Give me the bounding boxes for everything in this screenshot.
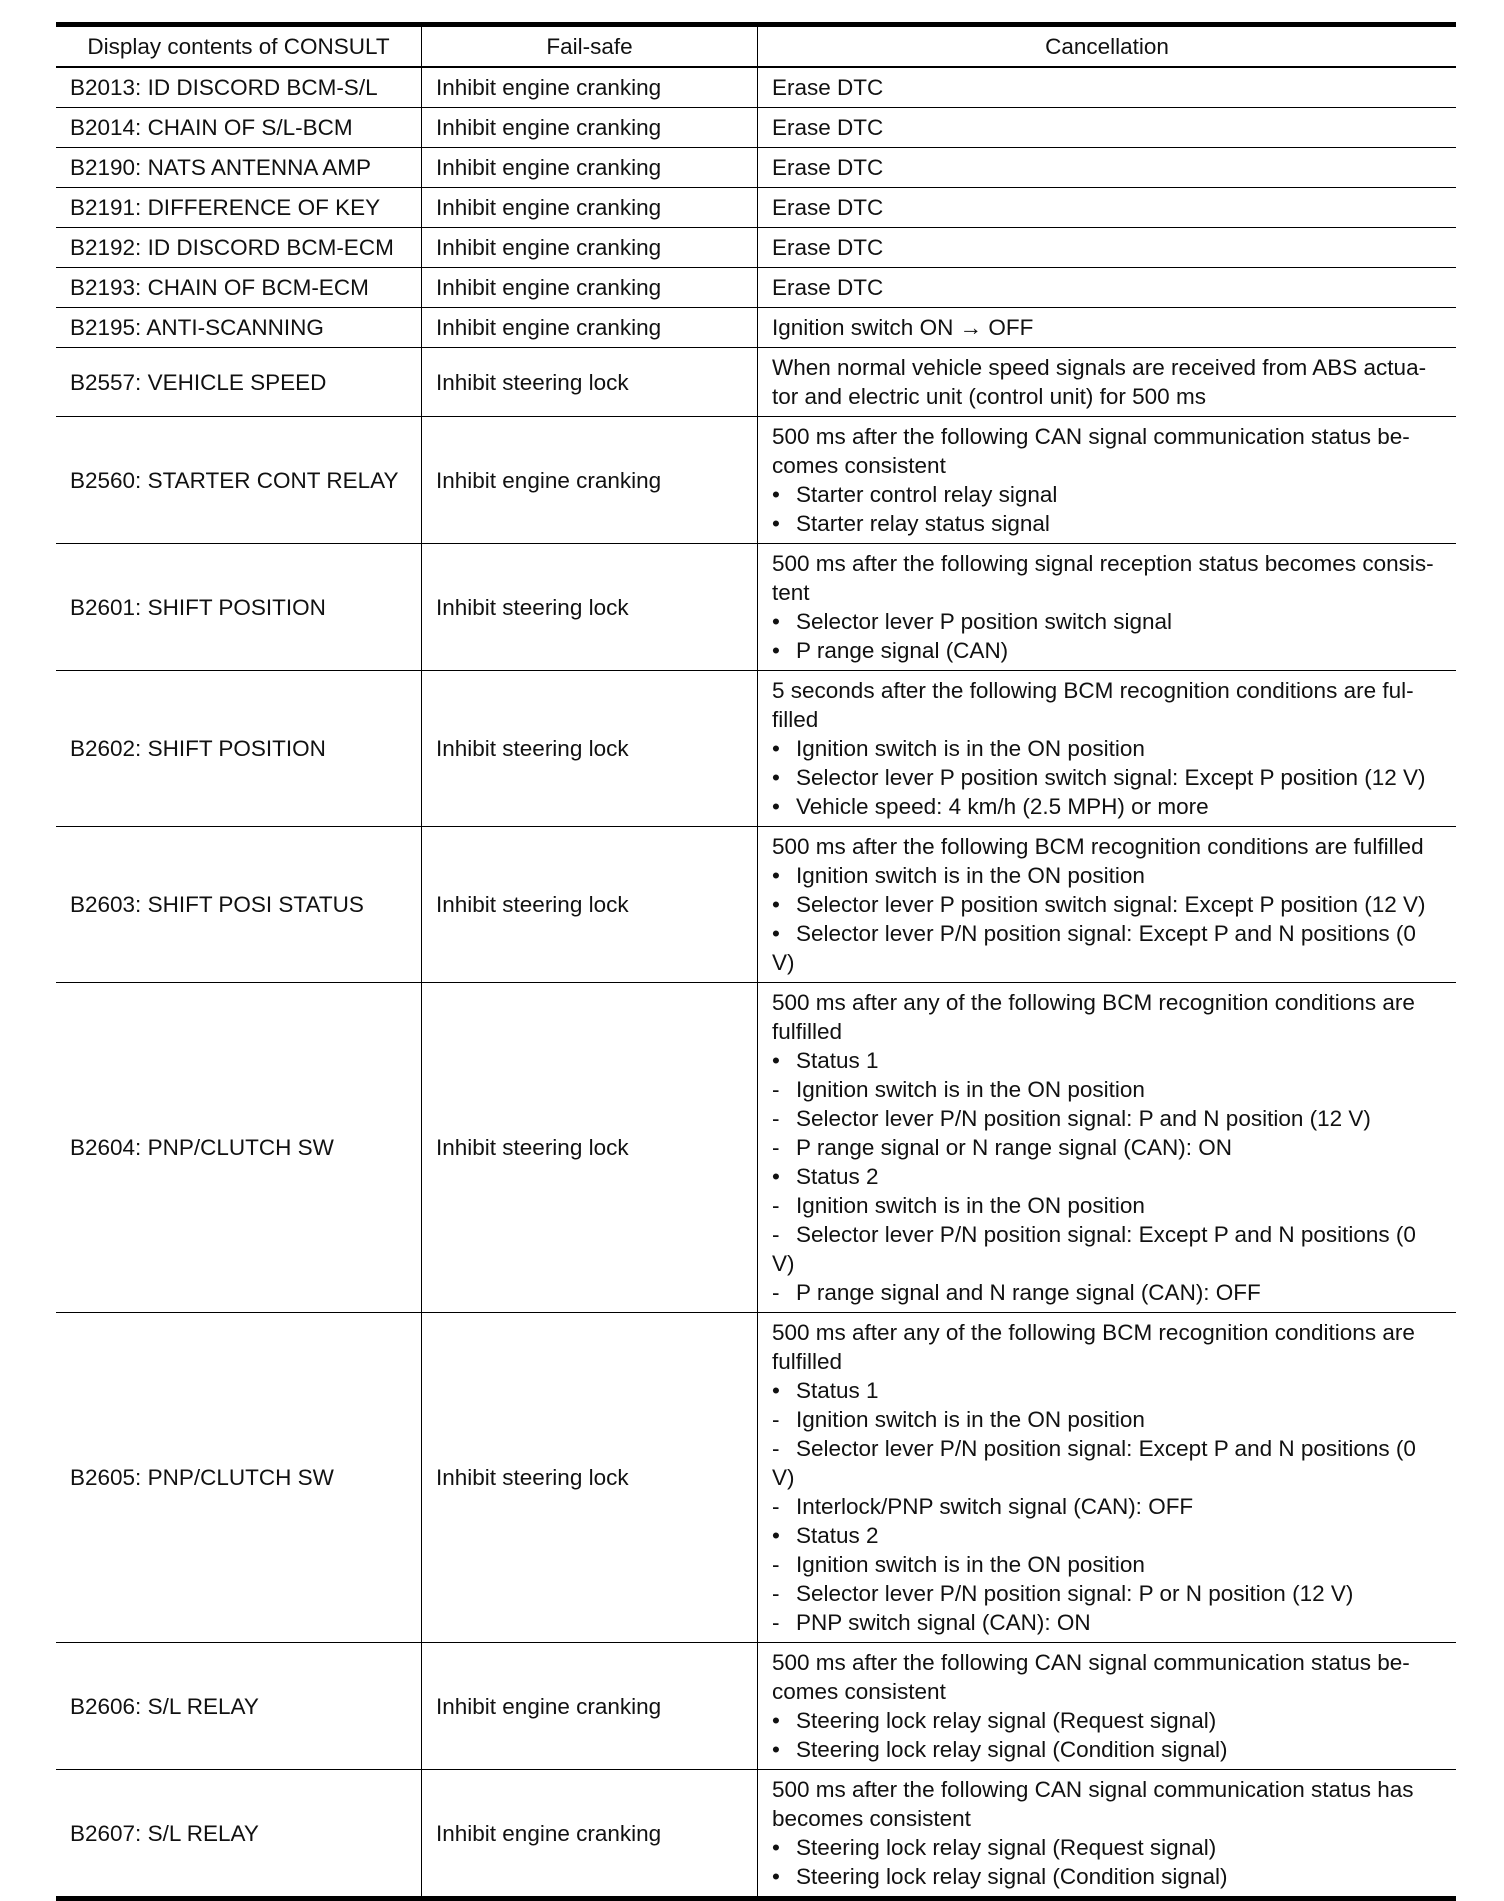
condition-line-text: 500 ms after any of the following BCM recognition conditions are: [772, 1320, 1415, 1345]
condition-line-text: Selector lever P position switch signal: Except P position (12 V): [796, 892, 1426, 917]
dash-icon: -: [772, 1106, 780, 1131]
bullet-icon: •: [772, 1708, 780, 1733]
condition-text: [772, 1017, 1442, 1046]
condition-text: [772, 549, 1442, 578]
fail-safe-cell: Inhibit engine cranking: [422, 308, 758, 348]
dash-icon: -: [772, 1552, 780, 1577]
header-cancellation: Cancellation: [758, 25, 1457, 68]
cancellation-cell: [758, 983, 1457, 1313]
condition-line-text: fulfilled: [772, 1019, 843, 1044]
condition-line-text: Status 2: [796, 1164, 879, 1189]
condition-line-text: Interlock/PNP switch signal (CAN): OFF: [796, 1494, 1194, 1519]
dtc-display-cell: B2192: ID DISCORD BCM-ECM: [56, 228, 422, 268]
bullet-icon: •: [772, 1164, 780, 1189]
condition-line-text: 500 ms after the following signal reception status becomes consis-: [772, 551, 1434, 576]
cancellation-cell: [758, 348, 1457, 417]
condition-line-text: P range signal and N range signal (CAN): OFF: [796, 1280, 1261, 1305]
bullet-icon: •: [772, 765, 780, 790]
table-row: [56, 417, 1456, 544]
condition-line-text: 5 seconds after the following BCM recognition conditions are ful-: [772, 678, 1414, 703]
condition-line-text: Erase DTC: [772, 115, 884, 140]
table-row: [56, 1643, 1456, 1770]
fail-safe-cell: Inhibit steering lock: [422, 1313, 758, 1643]
condition-item: [772, 1046, 1442, 1075]
condition-text: [772, 422, 1442, 451]
condition-item: [772, 1376, 1442, 1405]
condition-text: [772, 113, 1442, 142]
dash-icon: -: [772, 1610, 780, 1635]
condition-item: [772, 480, 1442, 509]
condition-text: [772, 193, 1442, 222]
condition-line-text: Ignition switch is in the ON position: [796, 1193, 1145, 1218]
condition-item: [772, 1434, 1442, 1492]
condition-text: [772, 1318, 1442, 1347]
dtc-display-cell: B2606: S/L RELAY: [56, 1643, 422, 1770]
table-row: [56, 268, 1456, 308]
bullet-icon: •: [772, 921, 780, 946]
table-header: [56, 25, 1456, 68]
dtc-display-cell: B2191: DIFFERENCE OF KEY: [56, 188, 422, 228]
fail-safe-cell: Inhibit engine cranking: [422, 1643, 758, 1770]
dtc-display-cell: B2605: PNP/CLUTCH SW: [56, 1313, 422, 1643]
bullet-icon: •: [772, 1737, 780, 1762]
bullet-icon: •: [772, 511, 780, 536]
condition-line-text: Selector lever P/N position signal: Except P and N positions (0 V): [772, 921, 1416, 975]
cancellation-cell: [758, 188, 1457, 228]
condition-line-text: Steering lock relay signal (Condition signal): [796, 1864, 1228, 1889]
table-row: [56, 188, 1456, 228]
condition-line-text: Vehicle speed: 4 km/h (2.5 MPH) or more: [796, 794, 1209, 819]
dtc-display-cell: B2557: VEHICLE SPEED: [56, 348, 422, 417]
condition-text: [772, 705, 1442, 734]
fail-safe-cell: Inhibit engine cranking: [422, 268, 758, 308]
condition-line-text: 500 ms after the following CAN signal communication status has: [772, 1777, 1414, 1802]
condition-text: [772, 578, 1442, 607]
condition-text: [772, 1347, 1442, 1376]
dash-icon: -: [772, 1436, 780, 1461]
dash-icon: -: [772, 1407, 780, 1432]
cancellation-cell: [758, 417, 1457, 544]
failsafe-table: [56, 22, 1456, 1901]
condition-line-text: fulfilled: [772, 1349, 843, 1374]
condition-line-text: Selector lever P position switch signal: [796, 609, 1173, 634]
cancellation-cell: [758, 268, 1457, 308]
table-row: [56, 1770, 1456, 1899]
condition-text: [772, 313, 1442, 342]
cancellation-cell: [758, 827, 1457, 983]
condition-line-text: Erase DTC: [772, 275, 884, 300]
condition-item: [772, 890, 1442, 919]
condition-item: [772, 1735, 1442, 1764]
fail-safe-cell: Inhibit engine cranking: [422, 108, 758, 148]
table-row: [56, 308, 1456, 348]
condition-line-text: comes consistent: [772, 1679, 946, 1704]
dtc-display-cell: B2560: STARTER CONT RELAY: [56, 417, 422, 544]
bullet-icon: •: [772, 736, 780, 761]
condition-line-text: tent: [772, 580, 810, 605]
table-row: [56, 148, 1456, 188]
condition-line-text: 500 ms after the following CAN signal communication status be-: [772, 1650, 1410, 1675]
condition-line-text: Selector lever P/N position signal: P and N position (12 V): [796, 1106, 1371, 1131]
condition-text: [772, 676, 1442, 705]
fail-safe-cell: Inhibit steering lock: [422, 827, 758, 983]
table-body: [56, 67, 1456, 1899]
cancellation-cell: [758, 544, 1457, 671]
failsafe-document: [56, 22, 1456, 1901]
header-row: [56, 25, 1456, 68]
condition-line-text: Erase DTC: [772, 155, 884, 180]
condition-line-text: Steering lock relay signal (Request signal): [796, 1835, 1217, 1860]
dash-icon: -: [772, 1077, 780, 1102]
condition-text: [772, 451, 1442, 480]
condition-line-text: Steering lock relay signal (Condition signal): [796, 1737, 1228, 1762]
dtc-display-cell: B2602: SHIFT POSITION: [56, 671, 422, 827]
condition-line-text: Status 1: [796, 1048, 879, 1073]
bullet-icon: •: [772, 1835, 780, 1860]
condition-item: [772, 1492, 1442, 1521]
condition-item: [772, 1104, 1442, 1133]
condition-item: [772, 509, 1442, 538]
condition-line-text: Ignition switch is in the ON position: [796, 1407, 1145, 1432]
condition-item: [772, 1579, 1442, 1608]
condition-line-text: Ignition switch ON → OFF: [772, 315, 1034, 340]
table-row: [56, 228, 1456, 268]
condition-line-text: Ignition switch is in the ON position: [796, 1077, 1145, 1102]
condition-text: [772, 1648, 1442, 1677]
dash-icon: -: [772, 1280, 780, 1305]
condition-line-text: Starter control relay signal: [796, 482, 1058, 507]
condition-item: [772, 1075, 1442, 1104]
dtc-display-cell: B2190: NATS ANTENNA AMP: [56, 148, 422, 188]
condition-item: [772, 861, 1442, 890]
condition-item: [772, 1608, 1442, 1637]
condition-item: [772, 919, 1442, 977]
dash-icon: -: [772, 1135, 780, 1160]
bullet-icon: •: [772, 863, 780, 888]
cancellation-cell: [758, 1643, 1457, 1770]
condition-text: [772, 353, 1442, 382]
table-row: [56, 827, 1456, 983]
condition-line-text: P range signal (CAN): [796, 638, 1009, 663]
fail-safe-cell: Inhibit steering lock: [422, 671, 758, 827]
dtc-display-cell: B2013: ID DISCORD BCM-S/L: [56, 67, 422, 108]
dtc-display-cell: B2601: SHIFT POSITION: [56, 544, 422, 671]
bullet-icon: •: [772, 638, 780, 663]
fail-safe-cell: Inhibit engine cranking: [422, 417, 758, 544]
dtc-display-cell: B2193: CHAIN OF BCM-ECM: [56, 268, 422, 308]
bullet-icon: •: [772, 482, 780, 507]
cancellation-cell: [758, 671, 1457, 827]
table-row: [56, 348, 1456, 417]
dash-icon: -: [772, 1193, 780, 1218]
condition-line-text: Erase DTC: [772, 235, 884, 260]
condition-line-text: filled: [772, 707, 819, 732]
fail-safe-cell: Inhibit steering lock: [422, 348, 758, 417]
fail-safe-cell: Inhibit engine cranking: [422, 1770, 758, 1899]
condition-line-text: Selector lever P/N position signal: P or N position (12 V): [796, 1581, 1354, 1606]
cancellation-cell: [758, 1770, 1457, 1899]
condition-item: [772, 1833, 1442, 1862]
condition-item: [772, 1162, 1442, 1191]
fail-safe-cell: Inhibit steering lock: [422, 983, 758, 1313]
cancellation-cell: [758, 1313, 1457, 1643]
condition-item: [772, 792, 1442, 821]
bullet-icon: •: [772, 794, 780, 819]
cancellation-cell: [758, 228, 1457, 268]
dtc-display-cell: B2604: PNP/CLUTCH SW: [56, 983, 422, 1313]
fail-safe-cell: Inhibit engine cranking: [422, 228, 758, 268]
dash-icon: -: [772, 1581, 780, 1606]
condition-line-text: Status 2: [796, 1523, 879, 1548]
condition-text: [772, 1677, 1442, 1706]
dtc-display-cell: B2014: CHAIN OF S/L-BCM: [56, 108, 422, 148]
bullet-icon: •: [772, 1048, 780, 1073]
condition-line-text: becomes consistent: [772, 1806, 971, 1831]
condition-text: [772, 832, 1442, 861]
table-row: [56, 1313, 1456, 1643]
condition-item: [772, 1191, 1442, 1220]
condition-line-text: Selector lever P/N position signal: Except P and N positions (0 V): [772, 1436, 1416, 1490]
bullet-icon: •: [772, 1864, 780, 1889]
condition-item: [772, 734, 1442, 763]
condition-line-text: comes consistent: [772, 453, 946, 478]
condition-text: [772, 73, 1442, 102]
condition-line-text: Selector lever P position switch signal: Except P position (12 V): [796, 765, 1426, 790]
table-row: [56, 67, 1456, 108]
condition-text: [772, 153, 1442, 182]
condition-line-text: Steering lock relay signal (Request signal): [796, 1708, 1217, 1733]
condition-line-text: Ignition switch is in the ON position: [796, 736, 1145, 761]
fail-safe-cell: Inhibit steering lock: [422, 544, 758, 671]
condition-text: [772, 233, 1442, 262]
bullet-icon: •: [772, 609, 780, 634]
condition-item: [772, 1405, 1442, 1434]
cancellation-cell: [758, 308, 1457, 348]
condition-item: [772, 1862, 1442, 1891]
dash-icon: -: [772, 1494, 780, 1519]
condition-line-text: Status 1: [796, 1378, 879, 1403]
fail-safe-cell: Inhibit engine cranking: [422, 188, 758, 228]
condition-line-text: Erase DTC: [772, 195, 884, 220]
condition-line-text: Ignition switch is in the ON position: [796, 863, 1145, 888]
dtc-display-cell: B2607: S/L RELAY: [56, 1770, 422, 1899]
bullet-icon: •: [772, 1523, 780, 1548]
condition-line-text: Ignition switch is in the ON position: [796, 1552, 1145, 1577]
table-row: [56, 983, 1456, 1313]
condition-line-text: 500 ms after any of the following BCM recognition conditions are: [772, 990, 1415, 1015]
condition-line-text: 500 ms after the following BCM recognition conditions are fulfilled: [772, 834, 1424, 859]
condition-line-text: P range signal or N range signal (CAN): ON: [796, 1135, 1233, 1160]
condition-line-text: Erase DTC: [772, 75, 884, 100]
condition-text: [772, 273, 1442, 302]
fail-safe-cell: Inhibit engine cranking: [422, 67, 758, 108]
condition-item: [772, 607, 1442, 636]
condition-item: [772, 1278, 1442, 1307]
header-display-contents: Display contents of CONSULT: [56, 25, 422, 68]
cancellation-cell: [758, 108, 1457, 148]
table-row: [56, 108, 1456, 148]
condition-item: [772, 1550, 1442, 1579]
condition-text: [772, 382, 1442, 411]
condition-line-text: Starter relay status signal: [796, 511, 1050, 536]
cancellation-cell: [758, 148, 1457, 188]
condition-item: [772, 763, 1442, 792]
header-fail-safe: Fail-safe: [422, 25, 758, 68]
bullet-icon: •: [772, 892, 780, 917]
condition-text: [772, 1804, 1442, 1833]
condition-line-text: When normal vehicle speed signals are received from ABS actua-: [772, 355, 1427, 380]
condition-item: [772, 636, 1442, 665]
dtc-display-cell: B2603: SHIFT POSI STATUS: [56, 827, 422, 983]
condition-line-text: PNP switch signal (CAN): ON: [796, 1610, 1091, 1635]
condition-line-text: 500 ms after the following CAN signal communication status be-: [772, 424, 1410, 449]
dash-icon: -: [772, 1222, 780, 1247]
cancellation-cell: [758, 67, 1457, 108]
condition-item: [772, 1706, 1442, 1735]
condition-line-text: Selector lever P/N position signal: Except P and N positions (0 V): [772, 1222, 1416, 1276]
condition-item: [772, 1220, 1442, 1278]
table-row: [56, 671, 1456, 827]
condition-item: [772, 1521, 1442, 1550]
bullet-icon: •: [772, 1378, 780, 1403]
fail-safe-cell: Inhibit engine cranking: [422, 148, 758, 188]
table-row: [56, 544, 1456, 671]
condition-text: [772, 1775, 1442, 1804]
condition-text: [772, 988, 1442, 1017]
dtc-display-cell: B2195: ANTI-SCANNING: [56, 308, 422, 348]
condition-item: [772, 1133, 1442, 1162]
condition-line-text: tor and electric unit (control unit) for 500 ms: [772, 384, 1206, 409]
